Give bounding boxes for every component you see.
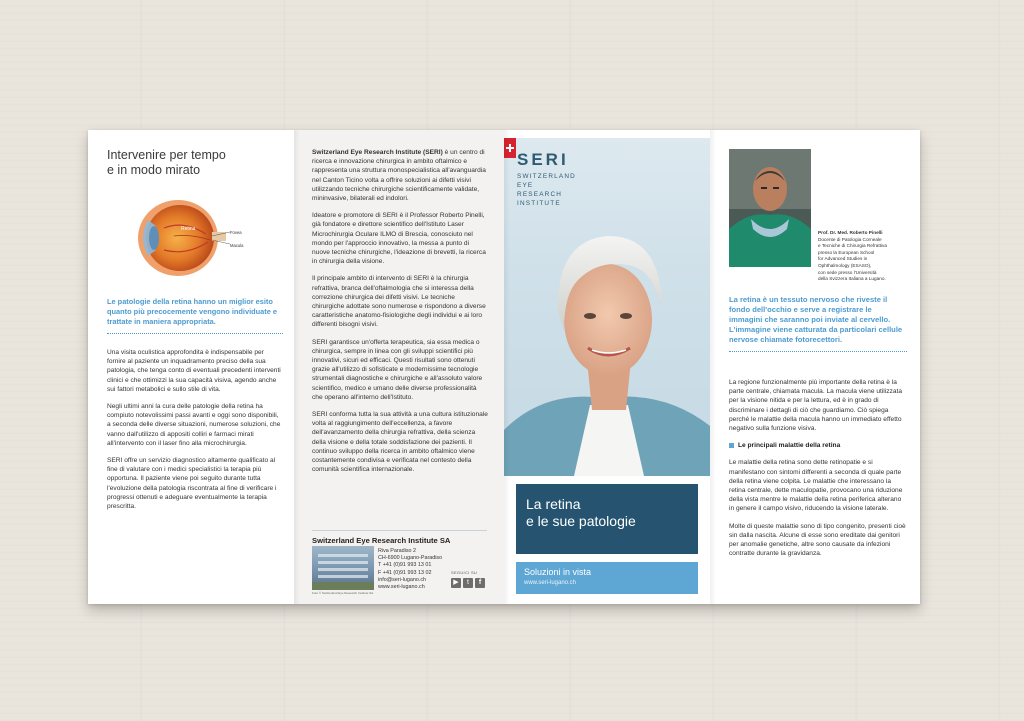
retina-quote: La retina è un tessuto nervoso che riveste il fondo dell'occhio e serve a registrare le immagini che saranno poi inviate al cervello. L'immagine viene catturata da particolari cellule nervose chiamate fotorecettori. (729, 295, 907, 352)
paragraph: Una visita oculistica approfondita è indispensabile per fornire al paziente un inquadramento preciso della sua patologia, che tenga conto di eventuali precedenti interventi clinici e che ottimizzi la sua capacità visiva, agendo anche sui fattori metabolici e sullo stile di vita. (107, 349, 281, 393)
youtube-icon[interactable]: ▶ (451, 578, 461, 588)
doctor-name: Prof. Dr. Med. Roberto Pinelli (818, 230, 883, 235)
fold-line (504, 130, 510, 604)
address-title: Switzerland Eye Research Institute SA (312, 530, 487, 545)
website-link[interactable]: www.seri-lugano.ch (378, 584, 425, 591)
paragraph: Molte di queste malattie sono di tipo congenito, presenti cioè sin dalla nascita. Alcune di esse sono ereditate dai genitori per anomalie genetiche, altre sono causate da infezioni contratte durante la gravidanza. (729, 522, 906, 558)
paragraph: SERI conforma tutta la sua attività a una cultura istituzionale volta al raggiungimento dell'eccellenza, a favore dell'avanzamento della chirurgia refrattiva, della scienza della visione e della totale soddisfazione dei pazienti. Il continuo sviluppo della ricerca in ambito oftalmico viene costantemente condivisa e verificata nel contesto della comunità scientifica internazionale. (312, 411, 488, 474)
cover-title-box (516, 484, 698, 554)
panel-about-seri (294, 130, 504, 604)
seri-logo-subtitle: SWITZERLAND EYE RESEARCH INSTITUTE (517, 173, 577, 207)
address-block: Riva Paradiso 2 CH-6900 Lugano-Paradiso T +41 (0)91 993 13 01 F +41 (0)91 993 13 02 info@seri-lugano.ch www.seri-lugano.ch (378, 548, 443, 591)
woman-portrait-photo (504, 200, 710, 476)
macula-label: Macula (230, 243, 244, 248)
follow-label: SEGUICI SU (451, 570, 478, 575)
cover-website-link[interactable]: www.seri-lugano.ch (524, 580, 577, 586)
panel1-lead: Le patologie della retina hanno un miglior esito quanto più precocemente vengono individuate e trattate in maniera appropriata. (107, 297, 283, 334)
bullet-icon (729, 443, 734, 448)
panel-intervention (88, 130, 294, 604)
fold-line (710, 130, 716, 604)
paragraph: La regione funzionalmente più importante della retina è la parte centrale, chiamata macula. La macula viene utilizzata per la visione nitida e per la lettura, ed è in grado di discriminare i dettagli di ciò che guardiamo. Ciò spiega perché le malattie della macula hanno un immediato effetto negativo sulla funzione visiva. (729, 379, 902, 433)
brochure-spread (88, 130, 920, 604)
paragraph: Le malattie della retina sono dette retinopatie e si manifestano con sintomi differenti a seconda di quale parte della retina viene colpita. Le malattie che interessano la retina centrale, dette maculopatie, provocano una riduzione della vista mentre le malattie della retina periferica alterano in genere il campo visivo, riducendo la visione laterale. (729, 459, 903, 513)
panel-retina (710, 130, 920, 604)
paragraph: SERI offre un servizio diagnostico altamente qualificato al fine di valutare con i medici specialistici la terapia più opportuna. Il paziente viene poi seguito durante tutta l'evoluzione della patologia riscontrata al fine di verificare i progressi ottenuti e adeguare eventualmente la terapia prescritta. (107, 457, 277, 511)
panel2-body (312, 148, 488, 483)
cover-title: La retina e le sue patologie (526, 496, 636, 529)
paragraph: Ideatore e promotore di SERI è il Professor Roberto Pinelli, già fondatore e direttore scientifico dell'Istituto Laser Microchirurgia Oculare ILMO di Brescia, conosciuto nel mondo per l'approccio innovativo, la messa a punto di nuove tecniche chirurgiche, l'ideazione di brevetti, la ricerca in chirurgia della visione. (312, 212, 486, 266)
paragraph: Il principale ambito di intervento di SERI è la chirurgia refrattiva, branca dell'oftalmologia che si interessa della correzione chirurgica dei difetti visivi. Le tecniche chirurgiche adottate sono numerose e rispondono a diverse caratteristiche anatomo-fisiologiche degli individui e ai loro differenti bisogni visivi. (312, 275, 486, 329)
twitter-icon[interactable]: t (463, 578, 473, 588)
eye-anatomy-illustration (134, 190, 246, 286)
doctor-info: Prof. Dr. Med. Roberto Pinelli Docente di Patologia Corneale e Tecniche di Chirurgia Refrattiva presso la European School for Advanced Studies in Ophthalmology (ESASO), con sede presso l'Università della Svizzera Italiana a Lugano. (818, 230, 916, 283)
panel1-body (107, 348, 283, 519)
section-subhead: Le principali malattie della retina (729, 441, 907, 450)
retina-label: Retina (181, 226, 196, 232)
cover-subtitle: Soluzioni in vista (524, 567, 592, 577)
intro-paragraph: Switzerland Eye Research Institute (SERI) è un centro di ricerca e innovazione chirurgica in ambito oftalmico e rappresenta una struttura monospecialistica all'avanguardia nel Canton Ticino volta a offrire soluzioni ai difetti visivi utilizzando tecniche chirurgiche scientificamente validate, mininvasive, bilaterali ed indolori. (312, 149, 486, 203)
fold-line (294, 130, 300, 604)
facebook-icon[interactable]: f (475, 578, 485, 588)
panel-cover (504, 130, 710, 604)
panel4-body (729, 378, 907, 566)
building-caption: Foto © Switzerland Eye Research Institute SA (312, 591, 374, 595)
panel1-title: Intervenire per tempo e in modo mirato (107, 148, 226, 177)
cover-subtitle-box (516, 562, 698, 594)
building-photo (312, 546, 374, 590)
doctor-portrait-photo (729, 149, 811, 267)
seri-logo: SERI (517, 150, 569, 169)
fovea-label: Fovea (230, 230, 242, 235)
email-link[interactable]: info@seri-lugano.ch (378, 576, 427, 583)
paragraph: Negli ultimi anni la cura delle patologie della retina ha compiuto notevolissimi passi avanti e oggi sono disponibili, a seconda delle diverse situazioni, numerose soluzioni, che vanno dall'utilizzo di appositi colliri e farmaci mirati all'intervento con il laser fino alla microchirurgia. (107, 403, 281, 447)
paragraph: SERI garantisce un'offerta terapeutica, sia essa medica o chirurgica, sempre in linea con gli sviluppi scientifici più innovativi, sicuri ed efficaci. Questi risultati sono ottenuti grazie all'utilizzo di sofisticate e modernissime tecnologie strumentali diagnostiche e chirurgiche e all'assoluto valore scientifico, medico e umano delle diverse professionalità che operano all'interno dell'Istituto. (312, 338, 483, 401)
